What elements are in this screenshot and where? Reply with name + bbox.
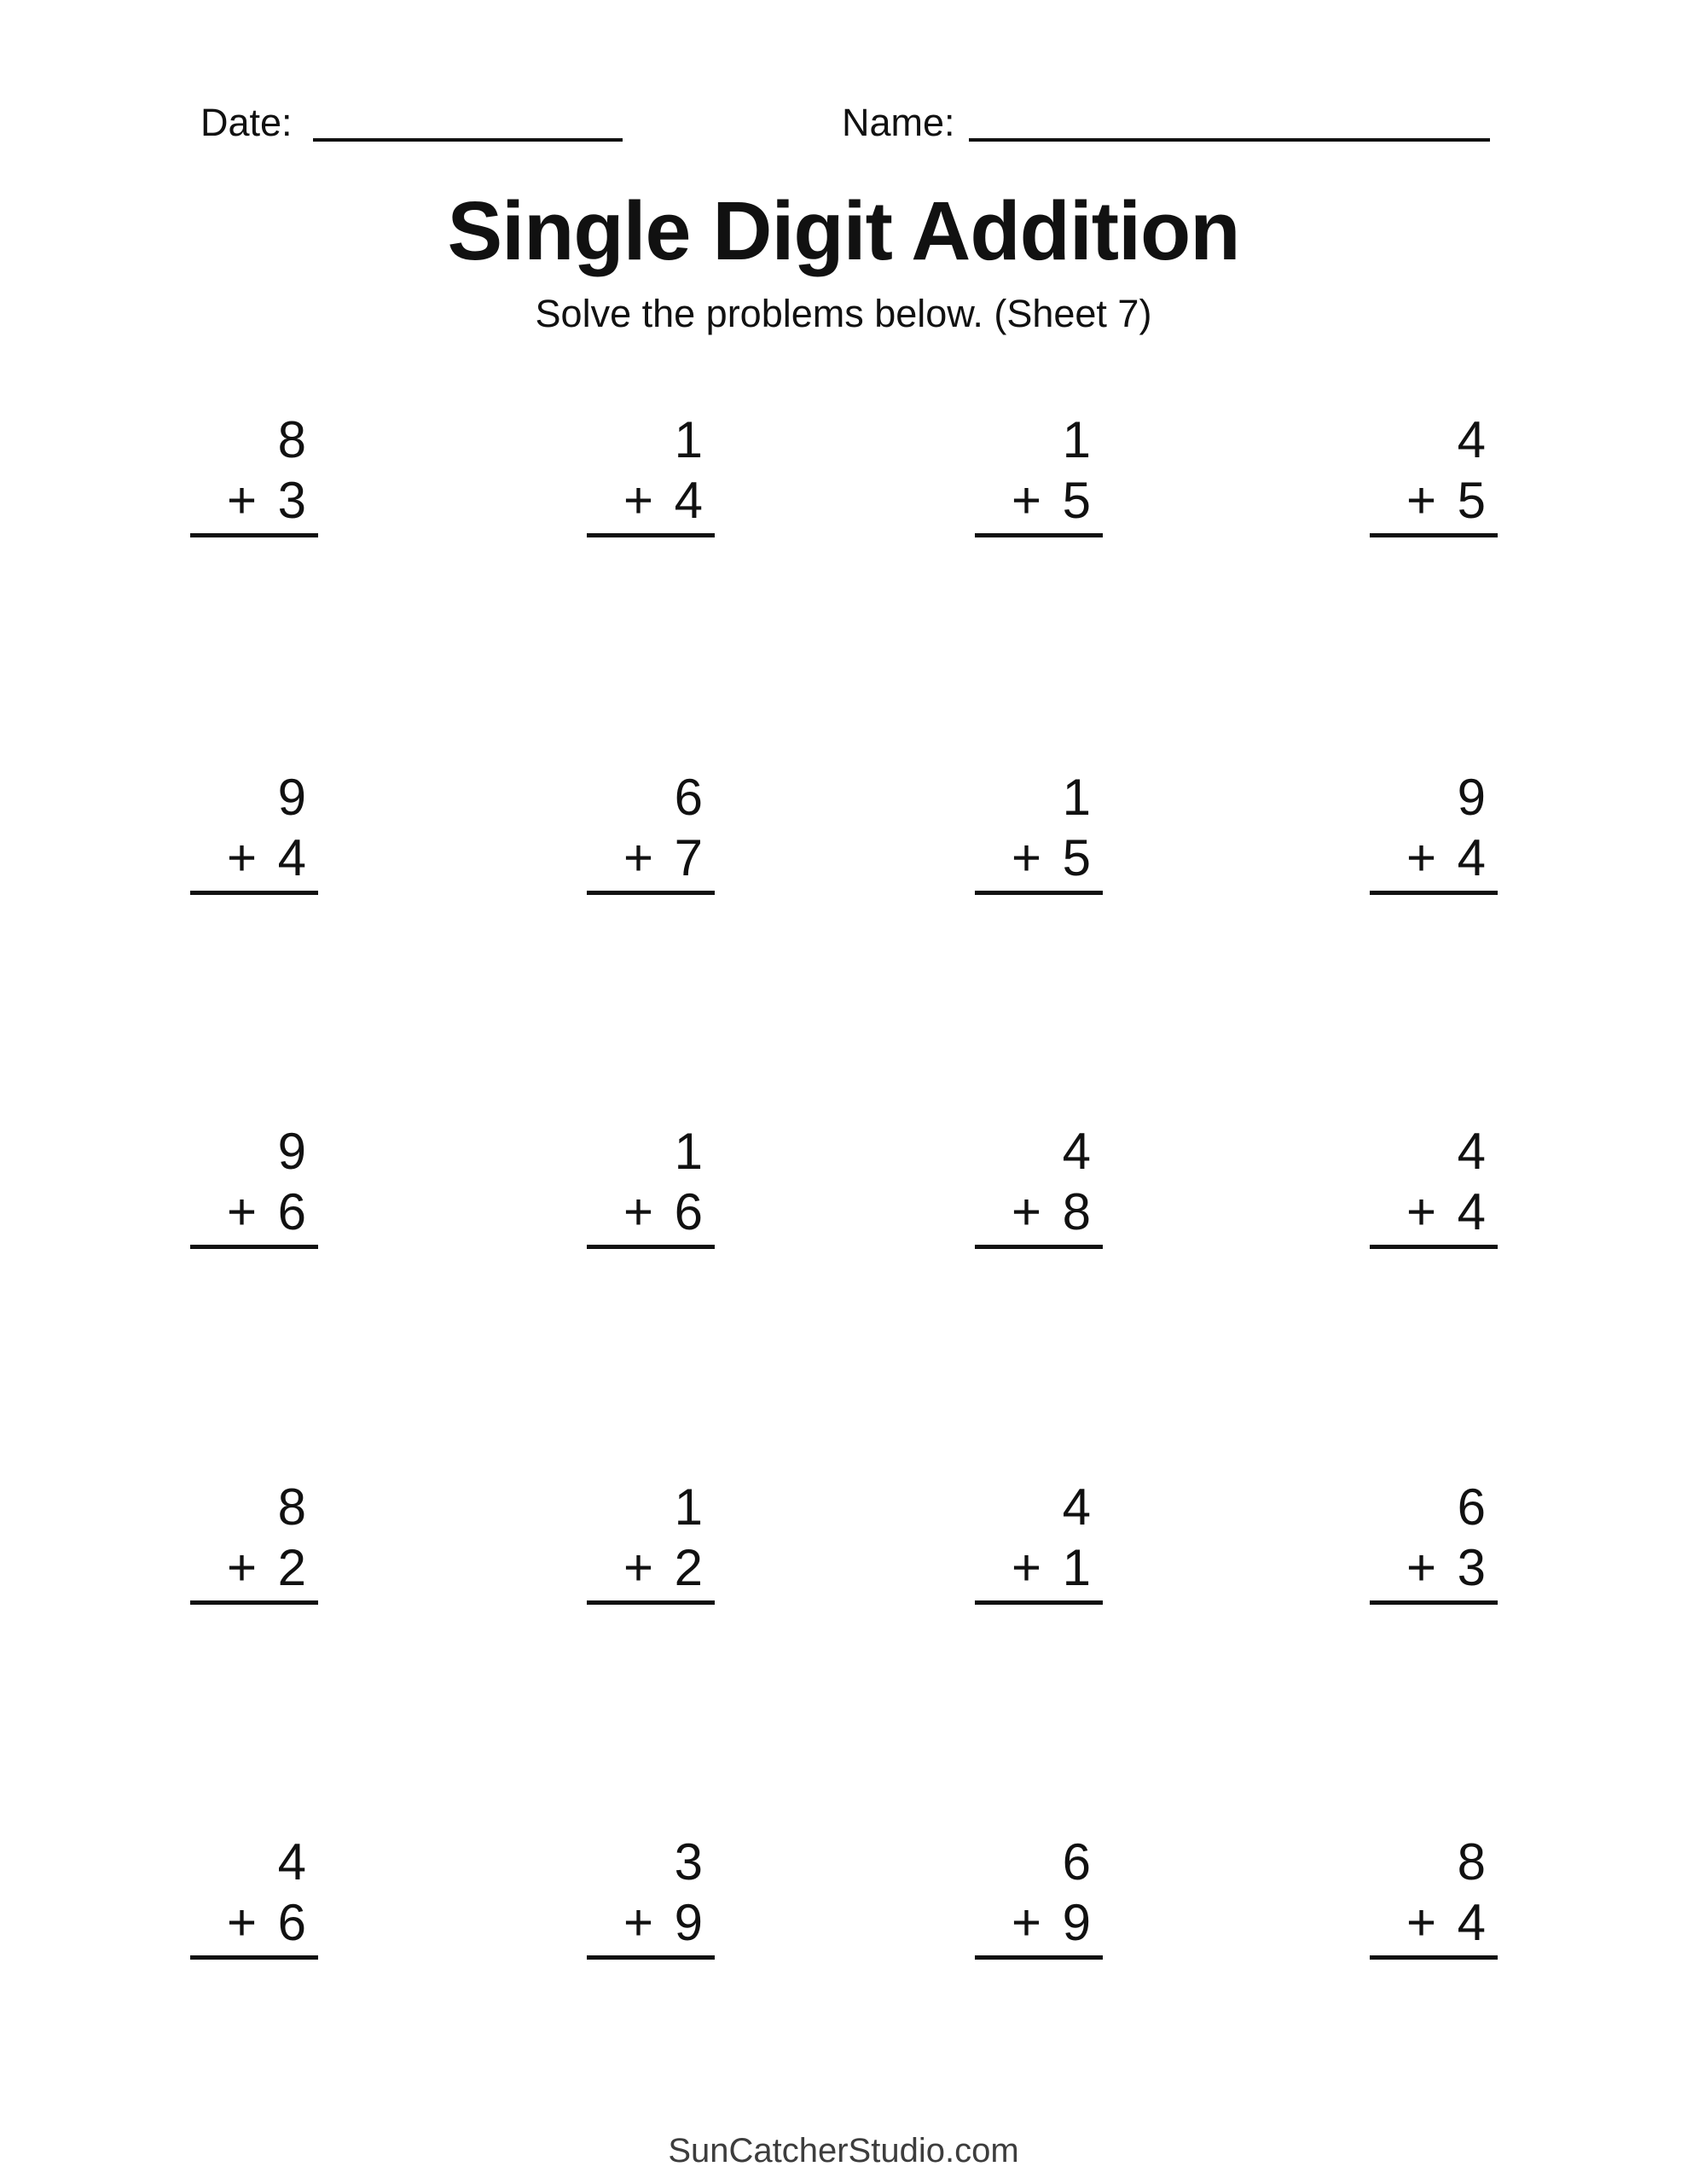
answer-line	[587, 1955, 715, 1960]
addend-bottom: 1	[1062, 1539, 1091, 1596]
answer-line	[975, 891, 1103, 895]
answer-line	[587, 1245, 715, 1249]
addition-problem	[587, 1832, 715, 1960]
operator-and-addend-row	[975, 1892, 1103, 1953]
addend-top: 9	[277, 1123, 306, 1180]
operator-and-addend-row	[190, 1182, 318, 1242]
addition-problem	[190, 1832, 318, 1960]
addition-problem	[190, 1477, 318, 1605]
addend-bottom: 3	[277, 472, 306, 529]
answer-line	[975, 1600, 1103, 1605]
footer-site-name: SunCatcherStudio.com	[668, 2132, 1019, 2169]
answer-line	[1370, 1245, 1498, 1249]
addition-problem	[190, 410, 318, 537]
addend-bottom: 4	[1457, 829, 1486, 886]
addend-top: 6	[1457, 1478, 1486, 1536]
addition-problem	[587, 767, 715, 895]
addend-bottom: 6	[674, 1183, 703, 1240]
plus-operator: +	[227, 1183, 258, 1240]
plus-operator: +	[623, 1539, 654, 1596]
addition-problem	[975, 767, 1103, 895]
answer-line	[190, 1955, 318, 1960]
addition-problem	[587, 410, 715, 537]
answer-line	[190, 1600, 318, 1605]
addend-bottom: 3	[1457, 1539, 1486, 1596]
addition-problem	[1370, 767, 1498, 895]
page-subtitle: Solve the problems below. (Sheet 7)	[535, 292, 1152, 335]
operator-and-addend-row	[1370, 1537, 1498, 1598]
plus-operator: +	[1012, 472, 1042, 529]
addend-bottom: 7	[674, 829, 703, 886]
addition-problem	[1370, 1121, 1498, 1249]
addend-top: 9	[277, 769, 306, 826]
addend-top: 8	[1457, 1833, 1486, 1891]
operator-and-addend-row	[190, 828, 318, 888]
addend-bottom: 8	[1062, 1183, 1091, 1240]
plus-operator: +	[227, 1539, 258, 1596]
addend-top: 4	[1062, 1123, 1091, 1180]
addition-problem	[587, 1477, 715, 1605]
addition-problem	[975, 1832, 1103, 1960]
answer-line	[587, 891, 715, 895]
addend-bottom: 2	[277, 1539, 306, 1596]
answer-line	[190, 1245, 318, 1249]
plus-operator: +	[623, 1894, 654, 1951]
addition-problem	[1370, 1477, 1498, 1605]
addition-problem	[975, 1477, 1103, 1605]
addend-bottom: 6	[277, 1183, 306, 1240]
operator-and-addend-row	[975, 1182, 1103, 1242]
plus-operator: +	[623, 829, 654, 886]
answer-line	[587, 1600, 715, 1605]
plus-operator: +	[623, 1183, 654, 1240]
plus-operator: +	[1012, 829, 1042, 886]
plus-operator: +	[1012, 1539, 1042, 1596]
plus-operator: +	[227, 1894, 258, 1951]
operator-and-addend-row	[587, 1182, 715, 1242]
addition-problem	[975, 410, 1103, 537]
plus-operator: +	[1012, 1183, 1042, 1240]
operator-and-addend-row	[587, 1537, 715, 1598]
answer-line	[975, 1245, 1103, 1249]
plus-operator: +	[1012, 1894, 1042, 1951]
addend-top: 4	[277, 1833, 306, 1891]
addend-top: 1	[674, 1123, 703, 1180]
addend-bottom: 2	[674, 1539, 703, 1596]
plus-operator: +	[1406, 1183, 1437, 1240]
answer-line	[190, 891, 318, 895]
answer-line	[1370, 891, 1498, 895]
addend-bottom: 5	[1062, 472, 1091, 529]
addition-problem	[587, 1121, 715, 1249]
plus-operator: +	[1406, 472, 1437, 529]
plus-operator: +	[227, 829, 258, 886]
addend-bottom: 4	[674, 472, 703, 529]
answer-line	[1370, 1600, 1498, 1605]
addition-problem	[1370, 410, 1498, 537]
operator-and-addend-row	[975, 1537, 1103, 1598]
addend-top: 8	[277, 411, 306, 468]
answer-line	[190, 533, 318, 537]
addend-top: 1	[1062, 769, 1091, 826]
operator-and-addend-row	[1370, 1892, 1498, 1953]
addend-top: 1	[1062, 411, 1091, 468]
addend-top: 6	[1062, 1833, 1091, 1891]
addition-problem	[1370, 1832, 1498, 1960]
addend-bottom: 5	[1062, 829, 1091, 886]
plus-operator: +	[227, 472, 258, 529]
operator-and-addend-row	[587, 1892, 715, 1953]
date-label: Date:	[200, 101, 293, 144]
addend-top: 4	[1457, 1123, 1486, 1180]
addend-top: 9	[1457, 769, 1486, 826]
addend-top: 1	[674, 411, 703, 468]
addend-bottom: 5	[1457, 472, 1486, 529]
answer-line	[1370, 533, 1498, 537]
addend-top: 3	[674, 1833, 703, 1891]
operator-and-addend-row	[190, 1537, 318, 1598]
addend-top: 8	[277, 1478, 306, 1536]
operator-and-addend-row	[587, 828, 715, 888]
answer-line	[975, 533, 1103, 537]
addition-problem	[190, 1121, 318, 1249]
operator-and-addend-row	[1370, 828, 1498, 888]
addend-bottom: 9	[674, 1894, 703, 1951]
answer-line	[587, 533, 715, 537]
addend-bottom: 4	[1457, 1183, 1486, 1240]
page-title: Single Digit Addition	[447, 184, 1240, 277]
answer-line	[975, 1955, 1103, 1960]
addend-top: 4	[1062, 1478, 1091, 1536]
operator-and-addend-row	[190, 470, 318, 531]
name-label: Name:	[842, 101, 955, 144]
plus-operator: +	[1406, 829, 1437, 886]
operator-and-addend-row	[975, 828, 1103, 888]
operator-and-addend-row	[1370, 470, 1498, 531]
addend-top: 4	[1457, 411, 1486, 468]
addend-bottom: 9	[1062, 1894, 1091, 1951]
addend-bottom: 4	[1457, 1894, 1486, 1951]
operator-and-addend-row	[587, 470, 715, 531]
operator-and-addend-row	[190, 1892, 318, 1953]
plus-operator: +	[1406, 1894, 1437, 1951]
addend-bottom: 6	[277, 1894, 306, 1951]
addition-problem	[975, 1121, 1103, 1249]
plus-operator: +	[623, 472, 654, 529]
plus-operator: +	[1406, 1539, 1437, 1596]
addend-top: 1	[674, 1478, 703, 1536]
addition-problem	[190, 767, 318, 895]
answer-line	[1370, 1955, 1498, 1960]
addend-top: 6	[674, 769, 703, 826]
operator-and-addend-row	[975, 470, 1103, 531]
operator-and-addend-row	[1370, 1182, 1498, 1242]
addend-bottom: 4	[277, 829, 306, 886]
